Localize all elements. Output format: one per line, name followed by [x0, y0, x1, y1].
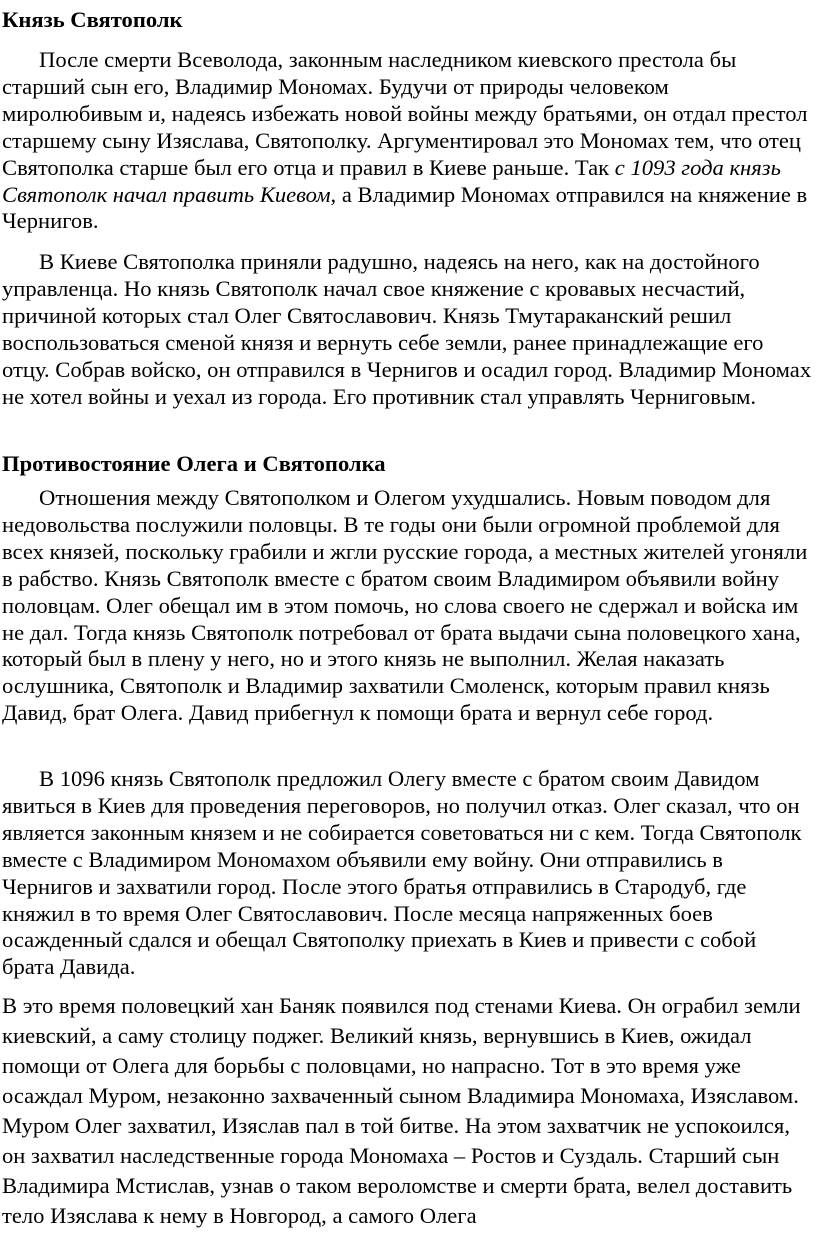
- paragraph-polovtsian-raid: В это время половецкий хан Баняк появился под стенами Киева. Он ограбил земли киевский, а саму столицу поджег. Великий князь, вернувшись в Киев, ожидал помощи от Олега для борьбы с половцами, но напрасно. Тот в это время уже осаждал Муром, незаконно захваченный сыном Владимира Мономаха, Изяславом. Муром Олег захватил, Изяслав пал в той битве. На этом захватчик не успокоился, он захватил наследственные города Мономаха – Ростов и Суздаль. Старший сын Владимира Мстислав, узнав о таком вероломстве и смерти брата, велел доставить тело Изяслава к нему в Новгород, а самого Олега: [2, 993, 801, 1228]
- section-heading-sviatopolk: Князь Святополк: [2, 7, 183, 32]
- paragraph-succession: [2, 47, 814, 235]
- paragraph-succession-text: После смерти Всеволода, законным наследником киевского престола бы старший сын его, Владимир Мономах. Будучи от природы человеком миролюбивым и, надеясь избежать новой войны между братьями, он отдал престол старшему сыну Изяслава, Святополку. Аргументировал это Мономах тем, что отец Святополка старше был его отца и правил в Киеве раньше. Так: [2, 47, 808, 180]
- paragraph-succession-text-end: , а Владимир Мономах отправился на княжение в Чернигов.: [2, 181, 808, 234]
- paragraph-relations: Отношения между Святополком и Олегом ухудшались. Новым поводом для недовольства послужили половцы. В те годы они были огромной проблемой для всех князей, поскольку грабили и жгли русские города, а местных жителей угоняли в рабство. Князь Святополк вместе с братом своим Владимиром объявили войну половцам. Олег обещал им в этом помочь, но слова своего не сдержал и войска им не дал. Тогда князь Святополк потребовал от брата выдачи сына половецкого хана, который был в плену у него, но и этого князь не выполнил. Желая наказать ослушника, Святополк и Владимир захватили Смоленск, которым правил князь Давид, брат Олега. Давид прибегнул к помощи брата и вернул себе город.: [2, 485, 808, 726]
- paragraph-kiev-reign: В Киеве Святополка приняли радушно, надеясь на него, как на достойного управленца. Но князь Святополк начал свое княжение с кровавых несчастий, причиной которых стал Олег Святославович. Князь Тмутараканский решил воспользоваться сменой князя и вернуть себе земли, ранее принадлежащие его отцу. Собрав войско, он отправился в Чернигов и осадил город. Владимир Мономах не хотел войны и уехал из города. Его противник стал управлять Черниговым.: [2, 249, 812, 409]
- section-heading-confrontation: Противостояние Олега и Святополка: [2, 451, 386, 476]
- paragraph-1096-war: В 1096 князь Святополк предложил Олегу вместе с братом своим Давидом явиться в Киев для проведения переговоров, но получил отказ. Олег сказал, что он является законным князем и не собирается советоваться ни с кем. Тогда Святополк вместе с Владимиром Мономахом объявили ему войну. Они отправились в Чернигов и захватили город. После этого братья отправились в Стародуб, где княжил в то время Олег Святославович. После месяца напряженных боев осажденный сдался и обещал Святополку приехать в Киев и привести с собой брата Давида.: [2, 766, 802, 980]
- paragraph-succession-italic: с 1093 года князь Святополк начал править Киевом: [2, 154, 781, 207]
